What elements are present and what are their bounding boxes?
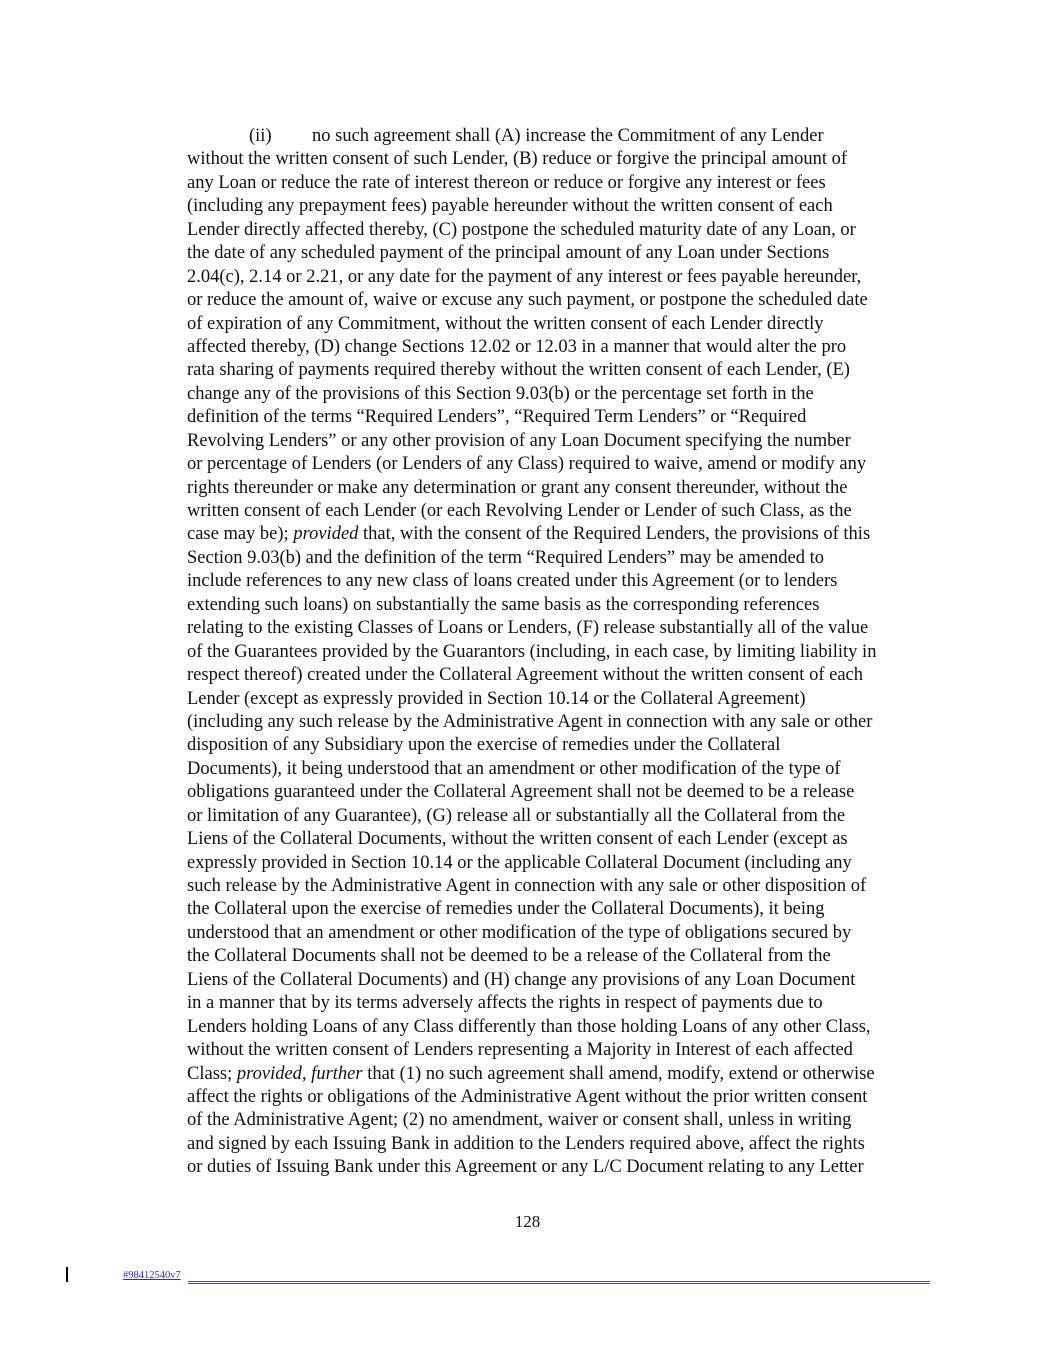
paragraph-first-line-text: no such agreement shall (A) increase the Commitment of any Lender: [312, 126, 824, 146]
text-line: Lenders holding Loans of any Class differently than those holding Loans of any other Class,: [187, 1016, 871, 1037]
paragraph-ii: [187, 125, 932, 1180]
text-line: or percentage of Lenders (or Lenders of any Class) required to waive, amend or modify any: [187, 454, 867, 475]
text-line: any Loan or reduce the rate of interest thereon or reduce or forgive any interest or fees: [187, 172, 826, 193]
text-line: such release by the Administrative Agent in connection with any sale or other disposition of: [187, 876, 867, 896]
text-line: and signed by each Issuing Bank in addition to the Lenders required above, affect the rights: [187, 1133, 865, 1154]
text-line: Lender (except as expressly provided in Section 10.14 or the Collateral Agreement): [187, 688, 806, 709]
text-line: affected thereby, (D) change Sections 12.02 or 12.03 in a manner that would alter the pro: [187, 336, 847, 357]
text-line: disposition of any Subsidiary upon the exercise of remedies under the Collateral: [187, 735, 781, 756]
text-line-provided: [187, 523, 932, 546]
text-segment: that, with the consent of the Required Lenders, the provisions of this: [358, 524, 871, 545]
text-line: Documents), it being understood that an amendment or other modification of the type of: [187, 758, 841, 779]
text-line: change any of the provisions of this Section 9.03(b) or the percentage set forth in the: [187, 383, 814, 404]
page-number: 128: [514, 1212, 541, 1231]
text-line: understood that an amendment or other modification of the type of obligations secured by: [187, 922, 852, 943]
text-line: include references to any new class of loans created under this Agreement (or to lenders: [187, 571, 838, 592]
text-line: obligations guaranteed under the Collateral Agreement shall not be deemed to be a release: [187, 782, 855, 803]
text-line: without the written consent of Lenders representing a Majority in Interest of each affected: [187, 1040, 853, 1061]
text-line: without the written consent of such Lender, (B) reduce or forgive the principal amount of: [187, 149, 848, 170]
text-line: Revolving Lenders” or any other provision of any Loan Document specifying the number: [187, 430, 851, 451]
text-line: Lender directly affected thereby, (C) postpone the scheduled maturity date of any Loan, or: [187, 219, 856, 240]
text-line: of the Guarantees provided by the Guarantors (including, in each case, by limiting liability in: [187, 641, 877, 662]
text-line: rata sharing of payments required thereby without the written consent of each Lender, (E): [187, 360, 850, 381]
paragraph-first-line: [187, 125, 932, 148]
text-line: or limitation of any Guarantee), (G) release all or substantially all the Collateral from the: [187, 805, 846, 826]
text-line: in a manner that by its terms adversely affects the rights in respect of payments due to: [187, 993, 823, 1014]
text-line: Liens of the Collateral Documents, without the written consent of each Lender (except as: [187, 829, 848, 850]
text-line: 2.04(c), 2.14 or 2.21, or any date for the payment of any interest or fees payable hereunder,: [187, 266, 862, 287]
text-line: Liens of the Collateral Documents) and (H) change any provisions of any Loan Document: [187, 969, 856, 990]
text-segment: that (1) no such agreement shall amend, modify, extend or otherwise: [362, 1063, 875, 1084]
text-line: definition of the terms “Required Lenders”, “Required Term Lenders” or “Required: [187, 407, 807, 428]
text-line: of the Administrative Agent; (2) no amendment, waiver or consent shall, unless in writing: [187, 1110, 852, 1131]
text-line: affect the rights or obligations of the Administrative Agent without the prior written consent: [187, 1086, 868, 1107]
text-line: the Collateral upon the exercise of remedies under the Collateral Documents), it being: [187, 899, 825, 920]
text-line: the date of any scheduled payment of the principal amount of any Loan under Sections: [187, 243, 830, 264]
text-segment: case may be);: [187, 524, 294, 545]
text-line: rights thereunder or make any determination or grant any consent thereunder, without the: [187, 477, 848, 498]
change-bar: [66, 1267, 68, 1282]
text-segment: Class;: [187, 1063, 237, 1084]
text-line: the Collateral Documents shall not be deemed to be a release of the Collateral from the: [187, 946, 831, 967]
italic-provided: provided: [293, 524, 359, 545]
text-line: or reduce the amount of, waive or excuse any such payment, or postpone the scheduled date: [187, 290, 868, 311]
text-line: written consent of each Lender (or each Revolving Lender or Lender of such Class, as the: [187, 501, 852, 521]
text-line: (including any such release by the Administrative Agent in connection with any sale or other: [187, 711, 873, 732]
text-line-provided-further: [187, 1063, 932, 1086]
footer-rule: [188, 1281, 930, 1284]
text-line: respect thereof) created under the Collateral Agreement without the written consent of each: [187, 665, 863, 686]
italic-provided-further: provided, further: [236, 1063, 363, 1084]
text-line: or duties of Issuing Bank under this Agreement or any L/C Document relating to any Letter: [187, 1157, 864, 1178]
paragraph-number: (ii): [249, 126, 272, 146]
text-line: Section 9.03(b) and the definition of the term “Required Lenders” may be amended to: [187, 547, 825, 568]
document-id-link[interactable]: #98412540v7: [123, 1270, 181, 1281]
text-line: (including any prepayment fees) payable hereunder without the written consent of each: [187, 196, 833, 217]
text-line: extending such loans) on substantially the same basis as the corresponding references: [187, 594, 820, 615]
text-line: expressly provided in Section 10.14 or the applicable Collateral Document (including any: [187, 852, 852, 873]
text-line: of expiration of any Commitment, without the written consent of each Lender directly: [187, 313, 824, 334]
text-line: relating to the existing Classes of Loans or Lenders, (F) release substantially all of the value: [187, 618, 869, 639]
